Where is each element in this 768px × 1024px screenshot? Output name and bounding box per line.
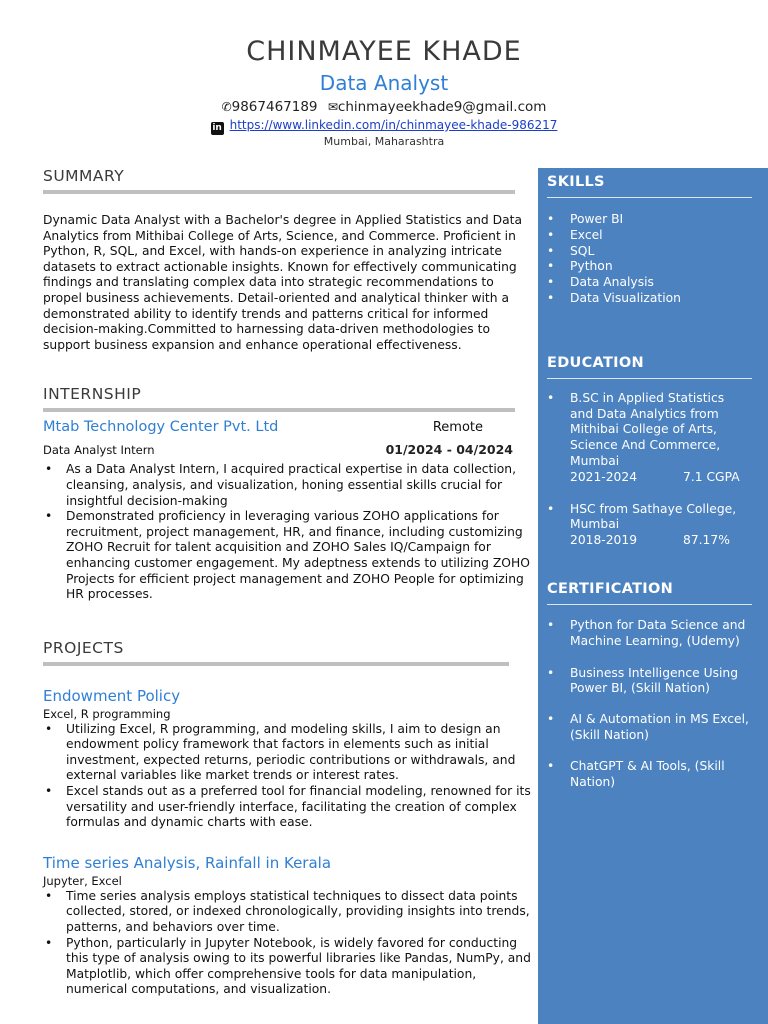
section-divider bbox=[547, 604, 752, 605]
education-degree: • HSC from Sathaye College, Mumbai bbox=[570, 501, 737, 532]
linkedin-link[interactable]: https://www.linkedin.com/in/chinmayee-khade-986217 bbox=[229, 118, 558, 132]
list-item: • Data Visualization bbox=[547, 291, 768, 307]
section-divider bbox=[547, 378, 752, 379]
project-tools: Excel, R programming bbox=[43, 706, 171, 721]
list-item: • Excel bbox=[547, 228, 768, 244]
project-bullets bbox=[43, 889, 535, 998]
linkedin-line bbox=[0, 117, 768, 135]
resume-header bbox=[0, 36, 768, 149]
skills-title: SKILLS bbox=[547, 174, 605, 190]
section-divider bbox=[547, 197, 752, 198]
list-item: • As a Data Analyst Intern, I acquired practical expertise in data collection, cleansing, analysis, and visualization, honing essential skills crucial for insightful decision-making bbox=[43, 462, 535, 509]
candidate-name: CHINMAYEE KHADE bbox=[246, 36, 522, 67]
education-section bbox=[547, 354, 768, 549]
internship-location: Remote bbox=[432, 420, 483, 436]
education-years-row bbox=[570, 533, 747, 549]
list-item: • Business Intelligence Using Power BI, (Skill Nation) bbox=[547, 666, 759, 698]
list-item: • ChatGPT & AI Tools, (Skill Nation) bbox=[547, 759, 759, 791]
internship-company: Mtab Technology Center Pvt. Ltd bbox=[43, 419, 279, 436]
project-endowment bbox=[43, 687, 535, 831]
list-item: • SQL bbox=[547, 244, 768, 260]
project-tools: Jupyter, Excel bbox=[43, 873, 122, 888]
contact-line bbox=[0, 98, 768, 116]
section-divider bbox=[43, 190, 515, 194]
section-divider bbox=[43, 662, 509, 666]
phone-icon: ✆ bbox=[221, 100, 232, 114]
list-item: • Utilizing Excel, R programming, and modeling skills, I aim to design an endowment policy framework that factors in elements such as initial investment, expected returns, periodic contributions or withdrawals, and external variables like market trends or interest rates. bbox=[43, 722, 535, 784]
education-title: EDUCATION bbox=[547, 354, 644, 371]
education-years: 2018-2019 bbox=[570, 533, 638, 548]
project-bullets bbox=[43, 722, 535, 831]
list-item: • Time series analysis employs statistical techniques to dissect data points collected, stored, or indexed chronologically, providing insights into trends, patterns, and behaviors over time. bbox=[43, 889, 535, 936]
summary-title: SUMMARY bbox=[43, 167, 125, 185]
list-item bbox=[547, 391, 747, 486]
linkedin-icon: in bbox=[212, 123, 222, 133]
internship-company-row bbox=[43, 418, 513, 436]
summary-section bbox=[43, 166, 535, 353]
education-degree: • B.SC in Applied Statistics and Data Analytics from Mithibai College of Arts, Science And Commerce, Mumbai bbox=[570, 390, 725, 468]
email-address: chinmayeekhade9@gmail.com bbox=[337, 99, 547, 115]
mail-icon: ✉ bbox=[327, 100, 338, 114]
certification-section bbox=[547, 580, 768, 790]
list-item: • Power BI bbox=[547, 212, 768, 228]
education-score: 87.17% bbox=[683, 533, 730, 548]
list-item: • Excel stands out as a preferred tool for financial modeling, renowned for its versatility and user-friendly interface, facilitating the creation of complex formulas and dynamic charts with ease. bbox=[43, 784, 535, 831]
list-item: • Demonstrated proficiency in leveraging various ZOHO applications for recruitment, project management, HR, and finance, including customizing ZOHO Recruit for talent acquisition and ZOHO Sales IQ/Campaign for enhancing customer engagement. My adeptness extends to utilizing ZOHO Projects for efficient project management and ZOHO People for optimizing HR processes. bbox=[43, 509, 535, 603]
list-item: • AI & Automation in MS Excel, (Skill Nation) bbox=[547, 712, 759, 744]
list-item: • Python for Data Science and Machine Learning, (Udemy) bbox=[547, 618, 759, 650]
education-years: 2021-2024 bbox=[570, 469, 638, 484]
section-divider bbox=[43, 408, 515, 412]
location: Mumbai, Maharashtra bbox=[323, 135, 445, 148]
list-item: • Python, particularly in Jupyter Notebook, is widely favored for conducting this type of analysis owing to its powerful libraries like Pandas, NumPy, and Matplotlib, which offer comprehensive tools for data manipulation, numerical computations, and visualization. bbox=[43, 936, 535, 998]
internship-position-row bbox=[43, 442, 513, 458]
project-rainfall bbox=[43, 854, 535, 998]
sidebar bbox=[538, 168, 768, 1024]
skills-list bbox=[547, 212, 768, 307]
project-title: Endowment Policy bbox=[43, 686, 181, 705]
internship-position: Data Analyst Intern bbox=[43, 443, 155, 458]
education-list bbox=[547, 391, 768, 549]
list-item bbox=[547, 502, 747, 549]
candidate-role: Data Analyst bbox=[319, 71, 449, 95]
education-years-row bbox=[570, 470, 747, 486]
main-column bbox=[43, 166, 535, 998]
certification-title: CERTIFICATION bbox=[547, 580, 674, 597]
project-title: Time series Analysis, Rainfall in Kerala bbox=[43, 853, 332, 872]
education-score: 7.1 CGPA bbox=[683, 469, 740, 484]
internship-title: INTERNSHIP bbox=[43, 385, 142, 404]
certification-list bbox=[547, 618, 768, 790]
summary-text: Dynamic Data Analyst with a Bachelor's degree in Applied Statistics and Data Analytics from Mithibai College of Arts, Science, and Commerce. Proficient in Python, R, SQL, and Excel, with hands-on experience in analyzing intricate datasets to extract actionable insights. Known for effectively communicating findings and translating complex data into strategic recommendations to propel business achievements. Detail-oriented and analytical thinker with a demonstrated ability to identify trends and patterns critical for informed decision-making.Committed to harnessing data-driven methodologies to support business expansion and enhance operational effectiveness. bbox=[43, 213, 522, 352]
projects-title: PROJECTS bbox=[43, 638, 124, 657]
internship-dates: 01/2024 - 04/2024 bbox=[385, 442, 513, 458]
internship-bullets bbox=[43, 462, 535, 602]
list-item: • Python bbox=[547, 259, 768, 275]
projects-section bbox=[43, 638, 535, 998]
phone-number: 9867467189 bbox=[231, 99, 318, 115]
list-item: • Data Analysis bbox=[547, 275, 768, 291]
skills-section bbox=[547, 168, 768, 307]
internship-section bbox=[43, 384, 535, 602]
